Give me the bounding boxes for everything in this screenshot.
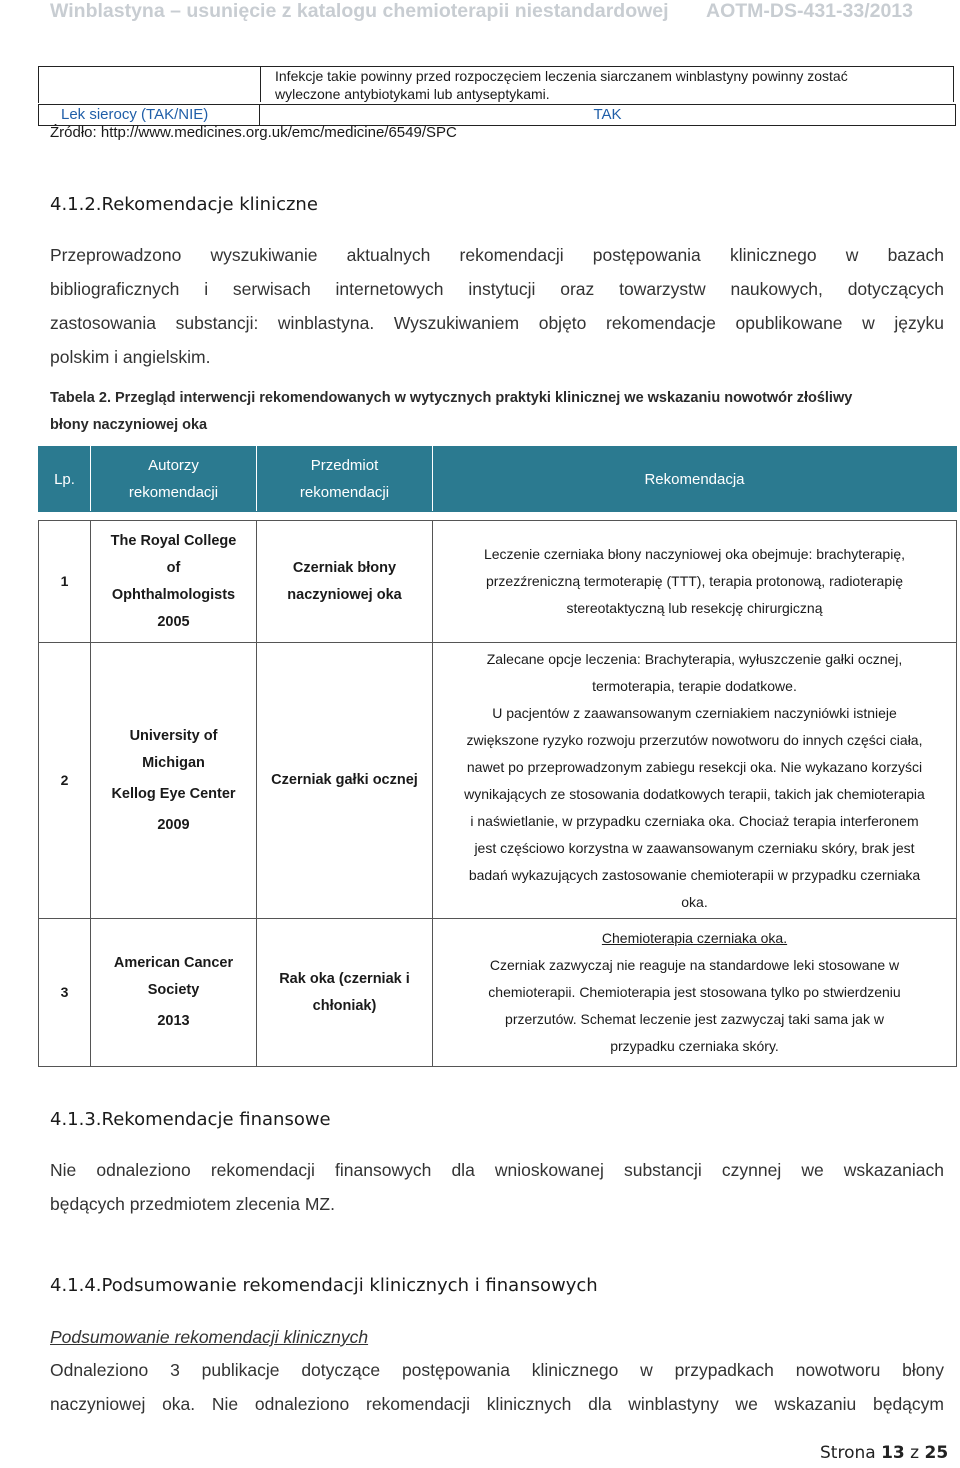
recommendations-table bbox=[38, 446, 957, 1067]
header-lp: Lp. bbox=[39, 447, 91, 512]
orphan-drug-value: TAK bbox=[260, 104, 956, 126]
table-row bbox=[39, 643, 957, 919]
row-lp: 1 bbox=[39, 521, 91, 643]
page-number: Strona 13 z 25 bbox=[820, 1443, 949, 1463]
source-note: Źródło: http://www.medicines.org.uk/emc/medicine/6549/SPC bbox=[50, 124, 457, 141]
section-4-1-2-paragraph: Przeprowadzono wyszukiwanie aktualnych rekomendacji postępowania klinicznego w bazach bibliograficznych i serwisach internetowych instytucji oraz towarzystw naukowych, dotyczących zastosowania substancji: winblastyna. Wyszukiwaniem objęto rekomendacje opublikowane w języku polskim i angielskim. bbox=[50, 245, 944, 367]
previous-table-fragment bbox=[38, 66, 956, 126]
row-recommendation: Zalecane opcje leczenia: Brachyterapia, wyłuszczenie gałki ocznej, termoterapia, terapie dodatkowe. U pacjentów z zaawansowanym czerniakiem naczyniówki istnieje zwiększone ryzyko rozwoju przerzutów nowotworu do innych części ciała, nawet po przeprowadzonym zabiegu resekcji oka. Nie wykazano korzyści wynikających ze stosowania dodatkowych terapii, takich jak chemioterapia i naświetlanie, w przypadku czerniaka oka. Chociaż terapia interferonem jest częściowo korzystna w zaawansowanym czerniaku skóry, brak jest badań wykazujących zastosowanie chemioterapii w przypadku czerniaka oka. bbox=[433, 643, 957, 919]
section-heading-4-1-4: 4.1.4.Podsumowanie rekomendacji klinicznych i finansowych bbox=[50, 1275, 598, 1296]
fragment-row-orphan bbox=[38, 104, 956, 126]
row-lp: 3 bbox=[39, 919, 91, 1067]
section-heading-4-1-3: 4.1.3.Rekomendacje finansowe bbox=[50, 1109, 331, 1130]
section-4-1-3-paragraph: Nie odnaleziono rekomendacji finansowych dla wnioskowanej substancji czynnej we wskazaniach będących przedmiotem zlecenia MZ. bbox=[50, 1160, 944, 1214]
row-recommendation: Chemioterapia czerniaka oka. Czerniak zazwyczaj nie reaguje na standardowe leki stosowane w chemioterapii. Chemioterapia jest stosowana tylko po stwierdzeniu przerzutów. Schemat leczenie jest zazwyczaj taki sama jak w przypadku czerniaka skóry. bbox=[433, 919, 957, 1067]
row-authors: University of Michigan Kellog Eye Center 2009 bbox=[91, 643, 257, 919]
fragment-note-cell: Infekcje takie powinny przed rozpoczęciem leczenia siarczanem winblastyny powinny zostać wyleczone antybiotykami lub antyseptykami. bbox=[260, 66, 954, 102]
row-recommendation: Leczenie czerniaka błony naczyniowej oka obejmuje: brachyterapię, przezźreniczną termoterapię (TTT), terapia protonową, radioterapię stereotaktyczną lub resekcję chirurgiczną bbox=[433, 521, 957, 643]
document-code: AOTM-DS-431-33/2013 bbox=[706, 0, 913, 22]
document-title: Winblastyna – usunięcie z katalogu chemioterapii niestandardowej bbox=[50, 0, 669, 22]
row-authors: American Cancer Society 2013 bbox=[91, 919, 257, 1067]
table-header-row bbox=[39, 447, 957, 512]
orphan-drug-label: Lek sierocy (TAK/NIE) bbox=[38, 104, 260, 126]
header-recommendation: Rekomendacja bbox=[433, 447, 957, 512]
section-4-1-4-paragraph: Odnaleziono 3 publikacje dotyczące postępowania klinicznego w przypadkach nowotworu błony naczyniowej oka. Nie odnaleziono rekomendacji klinicznych dla winblastyny we wskazaniu będącym bbox=[50, 1360, 944, 1414]
page-header bbox=[0, 0, 960, 22]
header-authors: Autorzy rekomendacji bbox=[91, 447, 257, 512]
header-subject: Przedmiot rekomendacji bbox=[257, 447, 433, 512]
table-row bbox=[39, 521, 957, 643]
table-row bbox=[39, 919, 957, 1067]
fragment-row-note bbox=[38, 66, 956, 104]
row-subject: Rak oka (czerniak i chłoniak) bbox=[257, 919, 433, 1067]
row-authors: The Royal College of Ophthalmologists 2005 bbox=[91, 521, 257, 643]
row-subject: Czerniak błony naczyniowej oka bbox=[257, 521, 433, 643]
row-lp: 2 bbox=[39, 643, 91, 919]
table-caption: Tabela 2. Przegląd interwencji rekomendowanych w wytycznych praktyki klinicznej we wskazaniu nowotwór złośliwy błony naczyniowej oka bbox=[50, 390, 853, 433]
row-subject: Czerniak gałki ocznej bbox=[257, 643, 433, 919]
summary-subheading: Podsumowanie rekomendacji klinicznych bbox=[50, 1327, 369, 1347]
recommendation-title: Chemioterapia czerniaka oka. bbox=[601, 930, 788, 946]
section-heading-4-1-2: 4.1.2.Rekomendacje kliniczne bbox=[50, 194, 318, 215]
